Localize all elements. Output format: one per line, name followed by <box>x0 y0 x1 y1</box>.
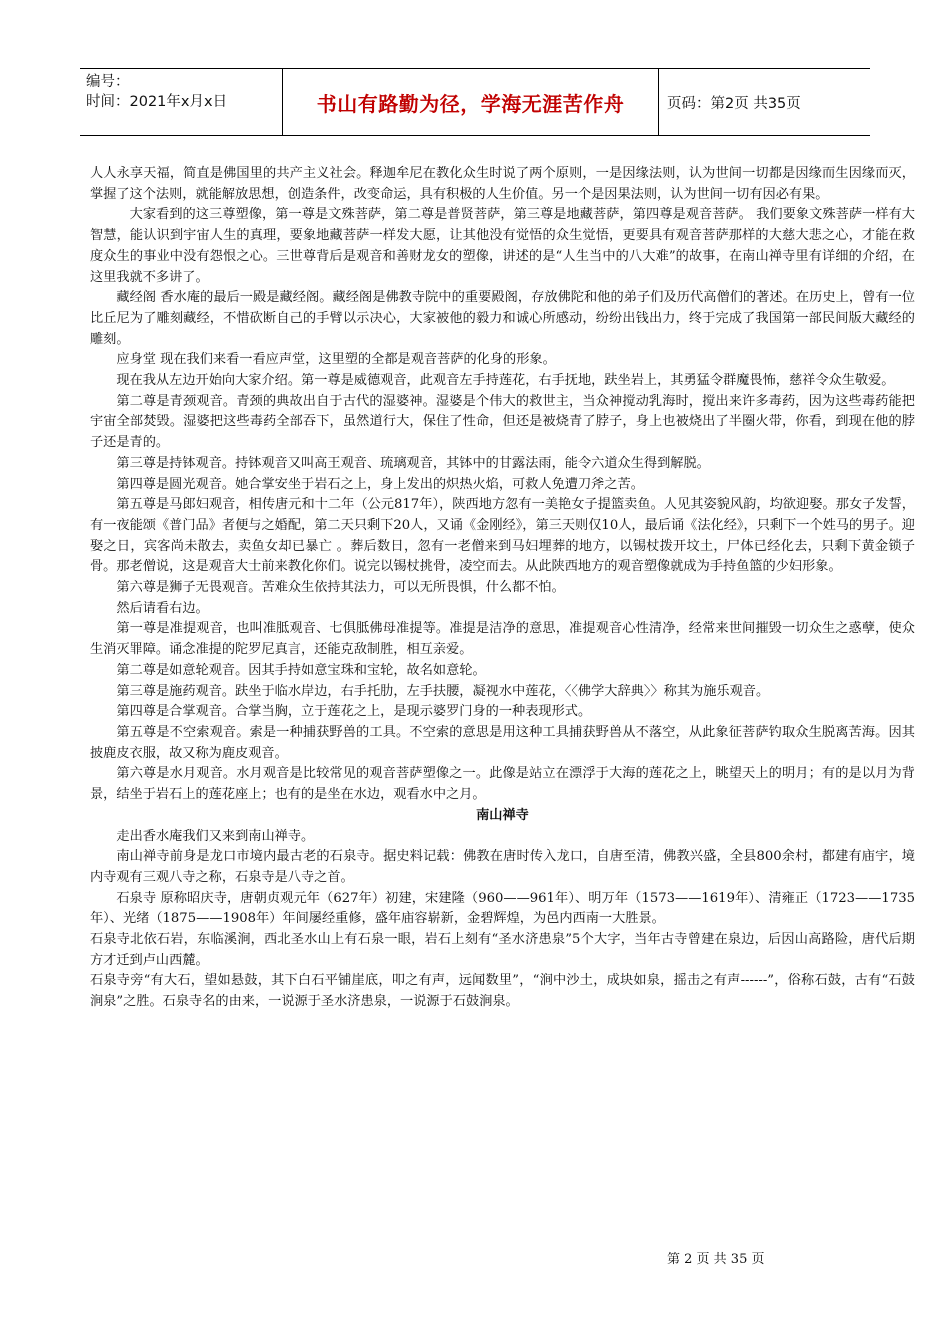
paragraph: 藏经阁 香水庵的最后一殿是藏经阁。藏经阁是佛教寺院中的重要殿阁，存放佛陀和他的弟子们及历代高僧们的著述。在历史上，曾有一位比丘尼为了雕刻藏经，不惜砍断自己的手臂以示决心，大家被他的毅力和诚心所感动，纷纷出钱出力，终于完成了我国第一部民间版大藏经的雕刻。 <box>90 290 915 347</box>
paragraph: 第三尊是持钵观音。持钵观音又叫高王观音、琉璃观音，其钵中的甘露法雨，能令六道众生得到解脱。 <box>116 455 710 471</box>
document-body <box>90 164 915 1013</box>
paragraph: 人人永享天福，简直是佛国里的共产主义社会。释迦牟尼在教化众生时说了两个原则，一是因缘法则，认为世间一切都是因缘而生因缘而灭，掌握了这个法则，就能解放思想，创造条件，改变命运，具有积极的人生价值。另一个是因果法则，认为世间一切有因必有果。 <box>90 166 915 202</box>
paragraph: 石泉寺北依石岩，东临溪涧，西北圣水山上有石泉一眼，岩石上刻有“圣水济患泉”5个大字，当年古寺曾建在泉边，后因山高路险，唐代后期方才迁到卢山西麓。 <box>90 932 915 968</box>
paragraph: 应身堂 现在我们来看一看应声堂，这里塑的全都是观音菩萨的化身的形象。 <box>116 352 556 368</box>
paragraph: 大家看到的这三尊塑像，第一尊是文殊菩萨，第二尊是普贤菩萨，第三尊是地藏菩萨，第四尊是观音菩萨。 我们要象文殊菩萨一样有大智慧，能认识到宇宙人生的真理，要象地藏菩萨一样发大愿，让其他没有觉悟的众生觉悟，更要具有观音菩萨那样的大慈大悲之心，才能在救度众生的事业中没有怨恨之心。三世尊背后是观音和善财龙女的塑像，讲述的是“人生当中的八大难”的故事，在南山禅寺里有详细的介绍，在这里我就不多讲了。 <box>90 207 915 285</box>
paragraph: 现在我从左边开始向大家介绍。第一尊是威德观音，此观音左手持莲花，右手抚地，趺坐岩上，其勇猛令群魔畏怖，慈祥令众生敬爱。 <box>116 373 895 389</box>
paragraph: 然后请看右边。 <box>116 600 209 616</box>
time-label: 时间：2021年x月x日 <box>86 94 228 110</box>
paragraph: 第六尊是水月观音。水月观音是比较常见的观音菩萨塑像之一。此像是站立在漂浮于大海的莲花之上，眺望天上的明月；有的是以月为背景，结坐于岩石上的莲花座上；也有的是坐在水边，观看水中之月。 <box>90 766 915 803</box>
page-header <box>80 68 870 136</box>
number-label: 编号： <box>86 74 130 90</box>
paragraph: 第五尊是马郎妇观音，相传唐元和十二年（公元817年），陕西地方忽有一美艳女子提篮卖鱼。人见其姿貌风韵，均欲迎娶。那女子发誓，有一夜能颂《普门品》者便与之婚配，第二天只剩下20人，又诵《金刚经》，第三天则仅10人，最后诵《法化经》，只剩下一个姓马的男子。迎娶之日，宾客尚未散去，卖鱼女却已暴亡 。葬后数日，忽有一老僧来到马妇埋葬的地方，以锡杖拨开坟土，尸体已经化去，只剩下黄金锁子骨。那老僧说，这是观音大士前来教化你们。说完以锡杖挑骨，凌空而去。从此陕西地方的观音塑像就成为手持鱼篮的少妇形象。 <box>90 497 915 575</box>
header-meta <box>80 69 283 135</box>
paragraph: 第二尊是如意轮观音。因其手持如意宝珠和宝轮，故名如意轮。 <box>116 662 486 678</box>
page-number-label: 页码：第2页 共35页 <box>667 95 801 112</box>
paragraph: 第二尊是青颈观音。青颈的典故出自于古代的湿婆神。湿婆是个伟大的救世主，当众神搅动乳海时，搅出来许多毒药，因为这些毒药能把宇宙全部焚毁。湿婆把这些毒药全部吞下，虽然道行大，保住了性命，但还是被烧青了脖子，身上也被烧出了半圈火带，你看，到现在他的脖子还是青的。 <box>90 393 915 451</box>
paragraph: 第四尊是圆光观音。她合掌安坐于岩石之上，身上发出的炽热火焰，可救人免遭刀斧之苦。 <box>116 476 644 492</box>
paragraph: 第四尊是合掌观音。合掌当胸，立于莲花之上，是现示婆罗门身的一种表现形式。 <box>116 704 592 720</box>
paragraph: 石泉寺旁“有大石，望如悬鼓，其下白石平铺崖底，叩之有声，远闻数里”，“涧中沙土，成块如泉，摇击之有声------”，俗称石鼓，古有“石鼓涧泉”之胜。石泉寺名的由来，一说源于圣水济患泉，一说源于石鼓涧泉。 <box>90 973 915 1010</box>
paragraph: 第三尊是施药观音。趺坐于临水岸边，右手托肋，左手扶腰，凝视水中莲花，〈〈佛学大辞典〉〉称其为施乐观音。 <box>116 683 770 699</box>
paragraph: 第五尊是不空索观音。索是一种捕获野兽的工具。不空索的意思是用这种工具捕获野兽从不落空，从此象征菩萨钓取众生脱离苦海。因其披鹿皮衣服，故又称为鹿皮观音。 <box>90 724 915 761</box>
paragraph: 石泉寺 原称昭庆寺，唐朝贞观元年（627年）初建，宋建隆（960——961年）、明万年（1573——1619年）、清雍正（1723——1735年）、光绪（1875——1908年）年间屡经重修，盛年庙容崭新，金碧辉煌，为邑内西南一大胜景。 <box>90 890 915 927</box>
section-heading: 南山禅寺 <box>476 807 529 823</box>
paragraph: 走出香水庵我们又来到南山禅寺。 <box>116 828 315 844</box>
motto-title: 书山有路勤为径，学海无涯苦作舟 <box>316 91 625 116</box>
paragraph: 第六尊是狮子无畏观音。苦难众生依持其法力，可以无所畏惧，什么都不怕。 <box>116 580 565 596</box>
paragraph: 第一尊是准提观音，也叫准胝观音、七俱胝佛母准提等。准提是洁净的意思，准提观音心性清净，经常来世间摧毁一切众生之惑孽，使众生消灭罪障。诵念准提的陀罗尼真言，还能克敌制胜，相互亲爱。 <box>90 621 915 658</box>
paragraph: 南山禅寺前身是龙口市境内最古老的石泉寺。据史料记载：佛教在唐时传入龙口，自唐至清，佛教兴盛，全县800余村，都建有庙宇，境内寺观有三观八寺之称，石泉寺是八寺之首。 <box>90 849 915 885</box>
page-footer: 第 2 页 共 35 页 <box>667 1252 765 1267</box>
header-motto-cell <box>283 69 659 135</box>
header-page-cell <box>659 69 870 135</box>
